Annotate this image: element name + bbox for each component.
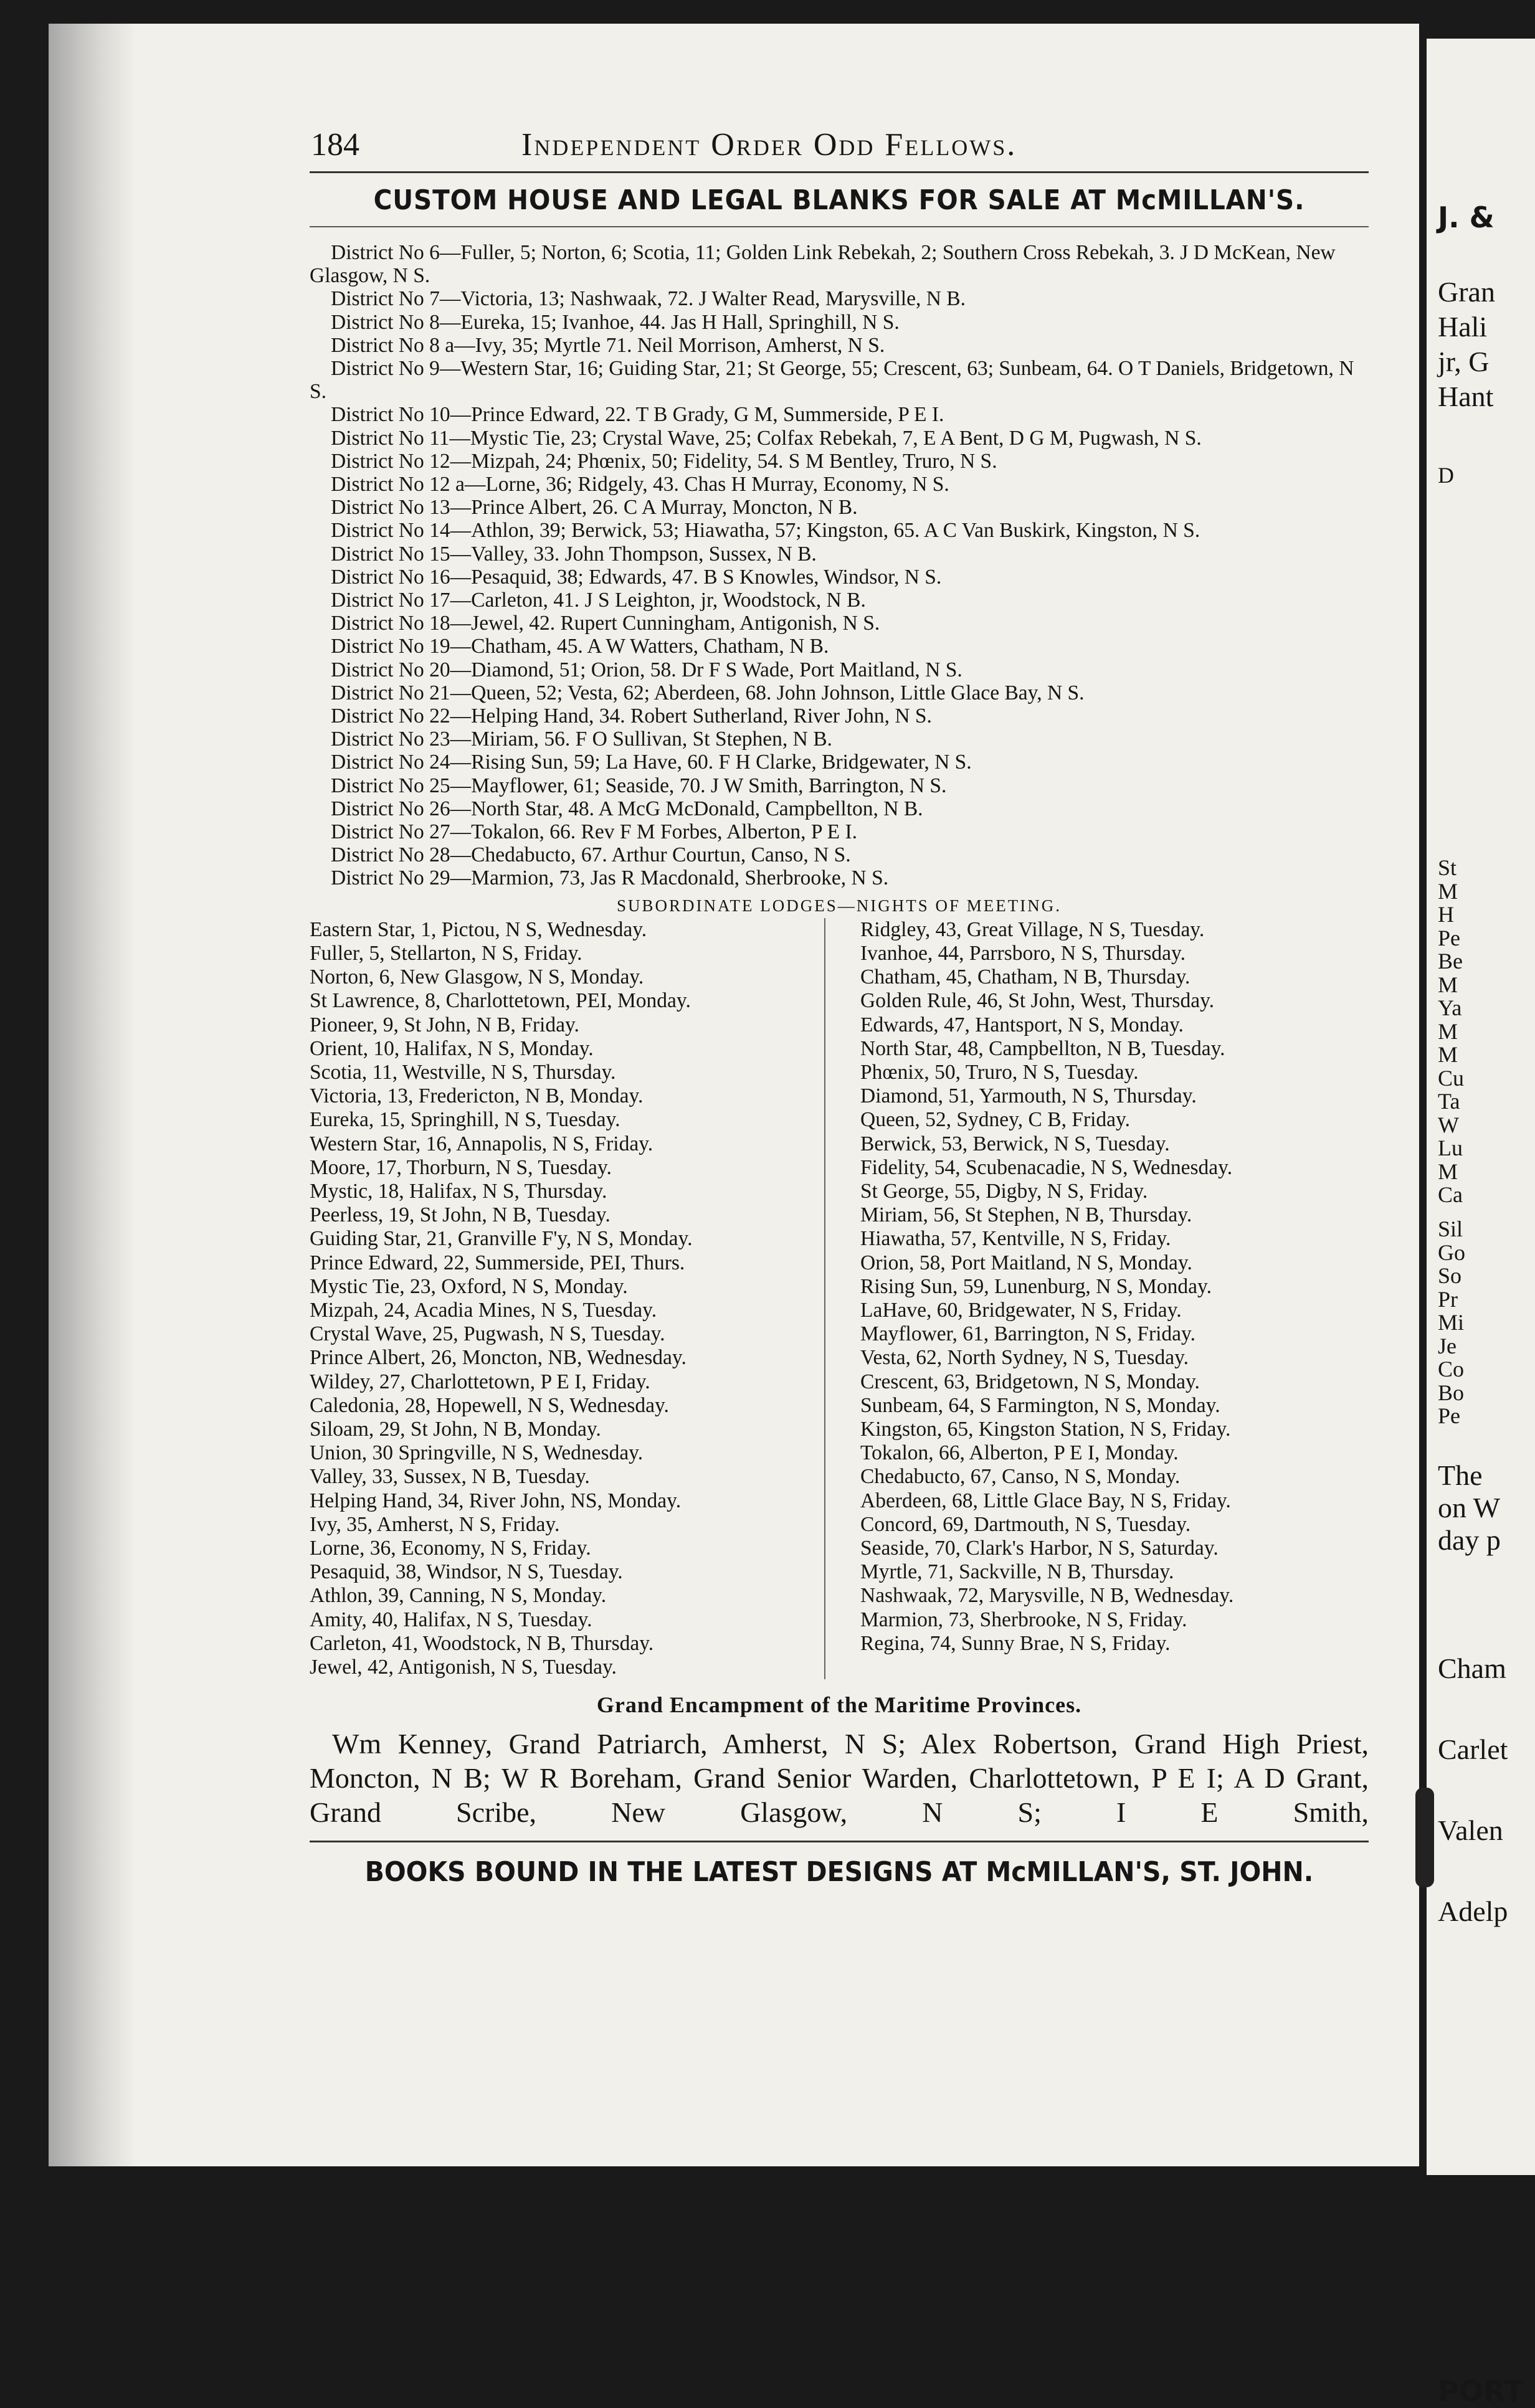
facing-name: Adelp <box>1438 1895 1508 1927</box>
lodge-entry: Mizpah, 24, Acadia Mines, N S, Tuesday. <box>310 1298 657 1322</box>
lodge-entry: Fidelity, 54, Scubenacadie, N S, Wednesday. <box>860 1155 1233 1179</box>
lodge-entry: Amity, 40, Halifax, N S, Tuesday. <box>310 1608 592 1631</box>
binding-mark <box>1415 1788 1434 1887</box>
facing-list-item: Lu <box>1438 1135 1463 1160</box>
lodge-entry: Chatham, 45, Chatham, N B, Thursday. <box>860 965 1190 989</box>
facing-name: Carlet <box>1438 1733 1508 1765</box>
lodge-entry: Crystal Wave, 25, Pugwash, N S, Tuesday. <box>310 1322 665 1346</box>
lodge-entry: Scotia, 11, Westville, N S, Thursday. <box>310 1060 616 1084</box>
facing-para-line: day p <box>1438 1524 1501 1556</box>
district-entry: District No 20—Diamond, 51; Orion, 58. Dr F S Wade, Port Maitland, N S. <box>331 658 962 681</box>
lodge-entry: Siloam, 29, St John, N B, Monday. <box>310 1417 601 1441</box>
facing-list-item: M <box>1438 878 1458 904</box>
facing-list-item: M <box>1438 972 1458 997</box>
district-entry: District No 11—Mystic Tie, 23; Crystal Wave, 25; Colfax Rebekah, 7, E A Bent, D G M, Pugwash, N S. <box>331 426 1202 450</box>
facing-line: Gran <box>1438 276 1495 308</box>
facing-name: Cham <box>1438 1652 1506 1684</box>
footer-rule <box>310 1841 1369 1842</box>
facing-list-item: M <box>1438 1018 1458 1044</box>
lodge-entry: Hiawatha, 57, Kentville, N S, Friday. <box>860 1227 1171 1251</box>
district-entry: District No 27—Tokalon, 66. Rev F M Forbes, Alberton, P E I. <box>331 820 858 844</box>
facing-list-item: W <box>1438 1112 1459 1137</box>
lodge-entry: Jewel, 42, Antigonish, N S, Tuesday. <box>310 1655 617 1679</box>
lodge-entry: Concord, 69, Dartmouth, N S, Tuesday. <box>860 1512 1191 1536</box>
lodge-entry: St George, 55, Digby, N S, Friday. <box>860 1179 1148 1203</box>
district-entry: District No 13—Prince Albert, 26. C A Murray, Moncton, N B. <box>331 496 858 519</box>
district-entry: District No 15—Valley, 33. John Thompson, Sussex, N B. <box>331 542 817 566</box>
facing-list-item: Pe <box>1438 925 1460 950</box>
lodge-entry: Chedabucto, 67, Canso, N S, Monday. <box>860 1465 1181 1489</box>
facing-list-item: Mi <box>1438 1310 1465 1335</box>
lodge-entry: Caledonia, 28, Hopewell, N S, Wednesday. <box>310 1393 669 1417</box>
district-entry: District No 17—Carleton, 41. J S Leighton, jr, Woodstock, N B. <box>331 589 866 612</box>
page-number: 184 <box>311 127 359 163</box>
lodge-entry: Fuller, 5, Stellarton, N S, Friday. <box>310 941 582 965</box>
lodge-entry: Myrtle, 71, Sackville, N B, Thursday. <box>860 1560 1174 1584</box>
lodge-entry: Crescent, 63, Bridgetown, N S, Monday. <box>860 1370 1200 1393</box>
lodge-entry: Orient, 10, Halifax, N S, Monday. <box>310 1036 594 1060</box>
lodge-entry: North Star, 48, Campbellton, N B, Tuesday. <box>860 1036 1225 1060</box>
subordinate-lodges-heading: SUBORDINATE LODGES—NIGHTS OF MEETING. <box>617 896 1062 915</box>
lodge-entry: Orion, 58, Port Maitland, N S, Monday. <box>860 1251 1192 1274</box>
lodge-entry: Helping Hand, 34, River John, NS, Monday. <box>310 1489 682 1512</box>
facing-list-item: Go <box>1438 1240 1465 1265</box>
lodge-entry: Mystic Tie, 23, Oxford, N S, Monday. <box>310 1274 628 1298</box>
lodge-entry: Valley, 33, Sussex, N B, Tuesday. <box>310 1465 590 1489</box>
lodge-entry: Rising Sun, 59, Lunenburg, N S, Monday. <box>860 1274 1212 1298</box>
district-entry: District No 29—Marmion, 73, Jas R Macdonald, Sherbrooke, N S. <box>331 866 889 890</box>
lodge-entry: Miriam, 56, St Stephen, N B, Thursday. <box>860 1203 1192 1227</box>
facing-list-item: Be <box>1438 949 1463 974</box>
district-entry: District No 21—Queen, 52; Vesta, 62; Aberdeen, 68. John Johnson, Little Glace Bay, N S. <box>331 681 1085 704</box>
facing-list-item: Cu <box>1438 1065 1465 1091</box>
lodge-entry: Queen, 52, Sydney, C B, Friday. <box>860 1108 1130 1132</box>
lodge-entry: Norton, 6, New Glasgow, N S, Monday. <box>310 965 644 989</box>
lodge-entry: Prince Edward, 22, Summerside, PEI, Thurs. <box>310 1251 685 1274</box>
facing-list-item: Sil <box>1438 1216 1463 1241</box>
district-entry: District No 10—Prince Edward, 22. T B Grady, G M, Summerside, P E I. <box>331 403 944 427</box>
lodge-entry: Aberdeen, 68, Little Glace Bay, N S, Friday. <box>860 1489 1231 1512</box>
lodges-right-column <box>854 918 1369 1680</box>
lodge-entry: Vesta, 62, North Sydney, N S, Tuesday. <box>860 1346 1189 1370</box>
top-advert-banner: CUSTOM HOUSE AND LEGAL BLANKS FOR SALE AT McMILLAN'S. <box>373 184 1305 216</box>
lodge-entry: Edwards, 47, Hantsport, N S, Monday. <box>860 1013 1184 1036</box>
district-entry: District No 25—Mayflower, 61; Seaside, 70. J W Smith, Barrington, N S. <box>331 774 947 797</box>
grand-encampment-text: Wm Kenney, Grand Patriarch, Amherst, N S; Alex Robertson, Grand High Priest, Moncton, N B; W R Boreham, Grand Senior Warden, Charlottetown, P E I; A D Grant, Grand Scribe, New Glasgow, N S; I E Smith, <box>310 1728 1369 1829</box>
lodge-entry: Wildey, 27, Charlottetown, P E I, Friday. <box>310 1370 650 1393</box>
district-entry: District No 28—Chedabucto, 67. Arthur Courtun, Canso, N S. <box>331 843 851 867</box>
lodge-entry: Prince Albert, 26, Moncton, NB, Wednesday. <box>310 1346 687 1370</box>
facing-list-item: Pr <box>1438 1286 1458 1312</box>
subordinate-lodges-table <box>310 918 1369 1680</box>
district-entry: District No 18—Jewel, 42. Rupert Cunningham, Antigonish, N S. <box>331 612 880 635</box>
lodge-entry: Athlon, 39, Canning, N S, Monday. <box>310 1584 607 1608</box>
facing-list-item: Ta <box>1438 1089 1460 1114</box>
facing-footer: PORT <box>1438 2374 1524 2408</box>
district-entry: District No 6—Fuller, 5; Norton, 6; Scotia, 11; Golden Link Rebekah, 2; Southern Cross Rebekah, 3. J D McKean, New Glasgow, N S. <box>310 241 1336 288</box>
lodge-entry: Ivy, 35, Amherst, N S, Friday. <box>310 1512 560 1536</box>
lodge-entry: Ridgley, 43, Great Village, N S, Tuesday. <box>860 917 1205 941</box>
lodge-entry: Regina, 74, Sunny Brae, N S, Friday. <box>860 1631 1171 1655</box>
district-entry: District No 26—North Star, 48. A McG McDonald, Campbellton, N B. <box>331 797 923 820</box>
lodge-entry: Marmion, 73, Sherbrooke, N S, Friday. <box>860 1608 1187 1631</box>
district-entry: District No 19—Chatham, 45. A W Watters, Chatham, N B. <box>331 635 829 658</box>
facing-header: J. & <box>1438 201 1495 234</box>
lodge-entry: Tokalon, 66, Alberton, P E I, Monday. <box>860 1441 1179 1465</box>
bottom-advert-banner: BOOKS BOUND IN THE LATEST DESIGNS AT McMILLAN'S, ST. JOHN. <box>364 1856 1314 1889</box>
lodge-entry: Eastern Star, 1, Pictou, N S, Wednesday. <box>310 917 647 941</box>
lodge-entry: Lorne, 36, Economy, N S, Friday. <box>310 1536 591 1560</box>
lodge-entry: Union, 30 Springville, N S, Wednesday. <box>310 1441 644 1465</box>
grand-encampment-title: Grand Encampment of the Maritime Provinces. <box>596 1692 1082 1718</box>
lodge-entry: Kingston, 65, Kingston Station, N S, Friday. <box>860 1417 1231 1441</box>
lodge-entry: Victoria, 13, Fredericton, N B, Monday. <box>310 1084 644 1108</box>
district-entry: District No 14—Athlon, 39; Berwick, 53; Hiawatha, 57; Kingston, 65. A C Van Buskirk, Kingston, N S. <box>331 519 1200 543</box>
lodge-entry: Carleton, 41, Woodstock, N B, Thursday. <box>310 1631 654 1655</box>
facing-list-item: St <box>1438 855 1457 880</box>
facing-list-item: Pe <box>1438 1403 1460 1428</box>
lodge-entry: Ivanhoe, 44, Parrsboro, N S, Thursday. <box>860 941 1186 965</box>
lodge-entry: Guiding Star, 21, Granville F'y, N S, Monday. <box>310 1227 693 1251</box>
facing-line: jr, G <box>1438 346 1490 377</box>
facing-para-line: The <box>1438 1459 1483 1491</box>
facing-d-marker: D <box>1438 463 1454 488</box>
lodge-entry: Berwick, 53, Berwick, N S, Tuesday. <box>860 1132 1170 1155</box>
lodge-entry: Sunbeam, 64, S Farmington, N S, Monday. <box>860 1393 1220 1417</box>
facing-list-item: Co <box>1438 1357 1465 1382</box>
district-entry: District No 8—Eureka, 15; Ivanhoe, 44. Jas H Hall, Springhill, N S. <box>331 310 900 334</box>
district-entry: District No 12 a—Lorne, 36; Ridgely, 43. Chas H Murray, Economy, N S. <box>331 473 949 496</box>
lodge-entry: Phœnix, 50, Truro, N S, Tuesday. <box>860 1060 1139 1084</box>
district-entry: District No 24—Rising Sun, 59; La Have, 60. F H Clarke, Bridgewater, N S. <box>331 751 972 774</box>
facing-list-item: M <box>1438 1042 1458 1067</box>
running-head <box>310 121 1369 171</box>
lodge-entry: Seaside, 70, Clark's Harbor, N S, Saturday. <box>860 1536 1219 1560</box>
district-list <box>310 241 1369 890</box>
district-entry: District No 22—Helping Hand, 34. Robert Sutherland, River John, N S. <box>331 704 932 728</box>
facing-list-item: Ya <box>1438 995 1462 1020</box>
facing-list-item: M <box>1438 1159 1458 1184</box>
facing-line: Hant <box>1438 381 1494 412</box>
facing-list-item: H <box>1438 902 1454 927</box>
lodge-entry: Nashwaak, 72, Marysville, N B, Wednesday. <box>860 1584 1234 1608</box>
district-entry: District No 7—Victoria, 13; Nashwaak, 72. J Walter Read, Marysville, N B. <box>331 287 966 311</box>
facing-list-item: Bo <box>1438 1380 1465 1405</box>
lodge-entry: Pioneer, 9, St John, N B, Friday. <box>310 1013 579 1036</box>
lodge-entry: Mystic, 18, Halifax, N S, Thursday. <box>310 1179 607 1203</box>
lodge-entry: Mayflower, 61, Barrington, N S, Friday. <box>860 1322 1195 1346</box>
lodge-entry: Western Star, 16, Annapolis, N S, Friday. <box>310 1132 653 1155</box>
lodge-entry: Golden Rule, 46, St John, West, Thursday. <box>860 989 1215 1013</box>
facing-line: Hali <box>1438 311 1488 343</box>
district-entry: District No 16—Pesaquid, 38; Edwards, 47. B S Knowles, Windsor, N S. <box>331 565 942 589</box>
district-entry: District No 9—Western Star, 16; Guiding Star, 21; St George, 55; Crescent, 63; Sunbeam, 64. O T Daniels, Bridgetown, N S. <box>310 357 1354 404</box>
lodge-entry: Peerless, 19, St John, N B, Tuesday. <box>310 1203 611 1227</box>
lodge-entry: Moore, 17, Thorburn, N S, Tuesday. <box>310 1155 612 1179</box>
facing-list-item: Ca <box>1438 1182 1463 1207</box>
running-title: Independent Order Odd Fellows. <box>521 127 1017 163</box>
lodge-entry: St Lawrence, 8, Charlottetown, PEI, Monday. <box>310 989 691 1013</box>
page-content <box>310 121 1369 1888</box>
header-rule <box>310 171 1369 173</box>
district-entry: District No 23—Miriam, 56. F O Sullivan, St Stephen, N B. <box>331 728 832 751</box>
lodge-entry: LaHave, 60, Bridgewater, N S, Friday. <box>860 1298 1182 1322</box>
facing-list-item: Je <box>1438 1333 1457 1358</box>
lodge-entry: Diamond, 51, Yarmouth, N S, Thursday. <box>860 1084 1197 1108</box>
lodge-entry: Eureka, 15, Springhill, N S, Tuesday. <box>310 1108 620 1132</box>
page-gutter-shadow <box>49 24 136 2166</box>
lodge-entry: Pesaquid, 38, Windsor, N S, Tuesday. <box>310 1560 623 1584</box>
facing-name: Valen <box>1438 1814 1503 1846</box>
facing-para-line: on W <box>1438 1492 1501 1524</box>
facing-list-item: So <box>1438 1263 1462 1288</box>
lodges-left-column <box>310 918 825 1680</box>
banner-rule <box>310 226 1369 227</box>
district-entry: District No 8 a—Ivy, 35; Myrtle 71. Neil Morrison, Amherst, N S. <box>331 333 885 357</box>
district-entry: District No 12—Mizpah, 24; Phœnix, 50; Fidelity, 54. S M Bentley, Truro, N S. <box>331 449 997 473</box>
facing-page-fragment <box>1427 39 1535 2408</box>
